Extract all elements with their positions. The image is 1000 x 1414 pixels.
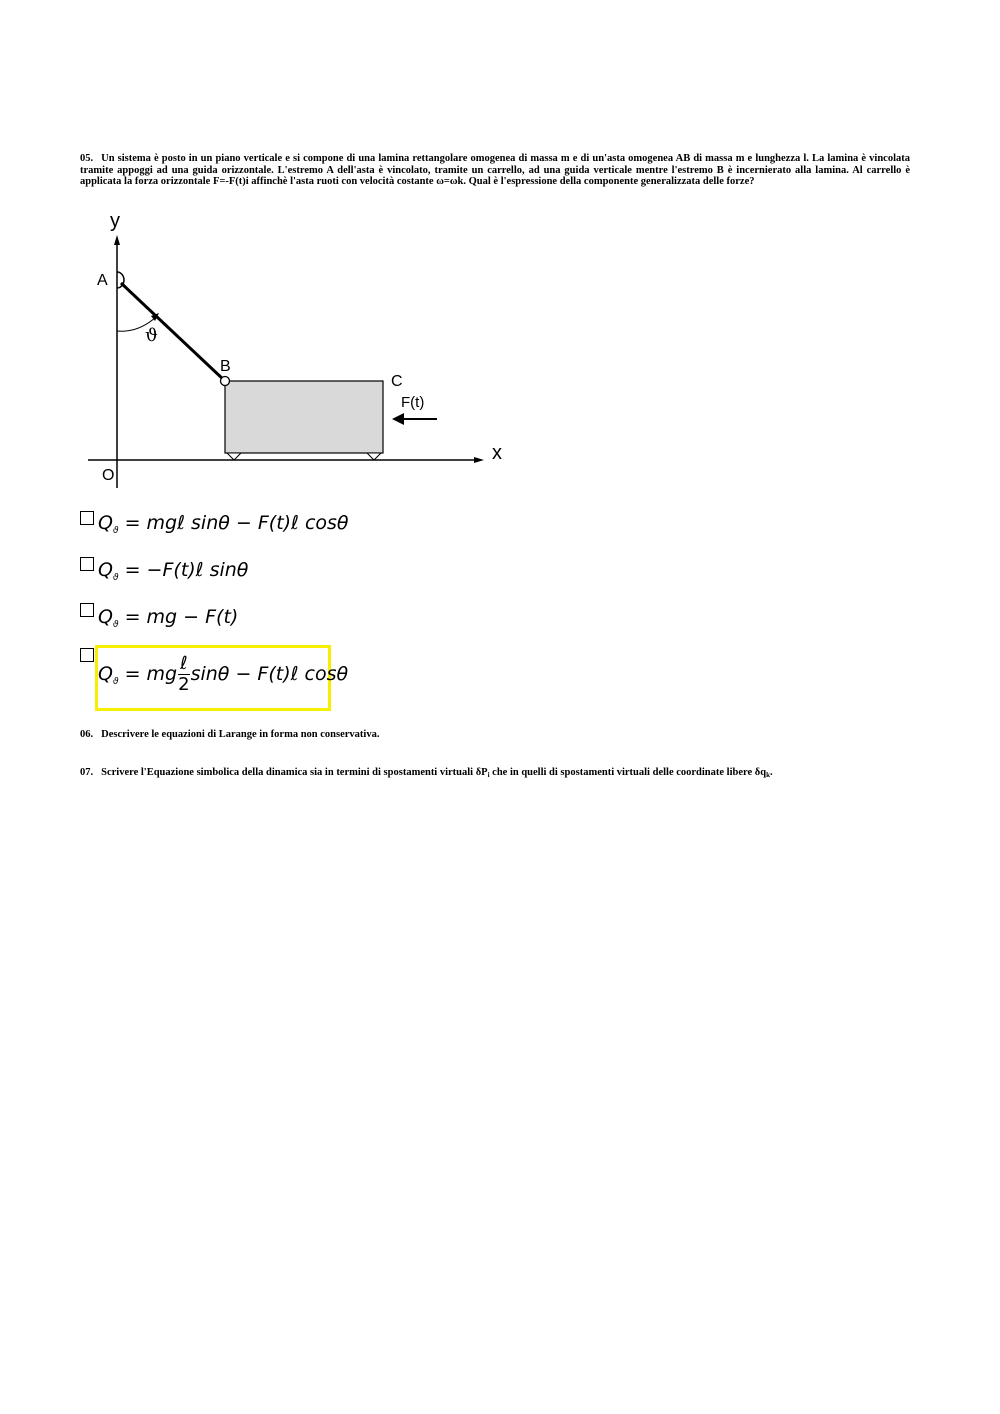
option-1-formula: $Q_ϑ$ = mgℓ sinθ − F(t)ℓ cosθ [98, 512, 349, 536]
question-07: 07. Scrivere l'Equazione simbolica della dinamica sia in termini di spostamenti virtuali $\delta P_i$ che in quelli di spostamenti virtuali delle coordinate libere $\delta q_k$. [80, 767, 773, 779]
question-05 [80, 153, 910, 188]
question-06-text: Descrivere le equazioni di Larange in forma non conservativa. [101, 729, 380, 740]
question-05-number: 05. [80, 153, 94, 164]
x-axis-arrow [474, 457, 484, 463]
option-1-checkbox[interactable] [80, 511, 94, 525]
slider-a [117, 272, 124, 288]
option-2-checkbox[interactable] [80, 557, 94, 571]
option-4-checkbox[interactable] [80, 648, 94, 662]
question-07-text-a: Scrivere l'Equazione simbolica della dinamica sia in termini di spostamenti virtuali δP [101, 767, 488, 778]
option-4-formula: $Q_ϑ$ = mg $\frac{\text{ℓ}}{2}$ sinθ − F(t)ℓ cosθ [98, 653, 349, 695]
force-arrow-head [392, 413, 404, 425]
option-3-checkbox[interactable] [80, 603, 94, 617]
option-3-formula: $Q_ϑ$ = mg − F(t) [98, 606, 239, 630]
label-b: B [220, 358, 231, 375]
option-4-fraction: $\frac{\text{ℓ}}{2}$ [178, 653, 190, 695]
rod-ab [121, 283, 225, 381]
hinge-b [221, 377, 230, 386]
question-05-text: Un sistema è posto in un piano verticale e si compone di una lamina rettangolare omogenea di massa m e di un'asta omogenea AB di massa m e lunghezza l. La lamina è vincolata tramite appoggi ad una guida orizzontale. L'estremo A dell'asta è vincolato, tramite un carrello, ad una guida verticale mentre l'estremo B è incernierato alla lamina. Al carrello è applicata la forza orizzontale F=-F(t)i affinchè l'asta ruoti con velocità costante ω=ωk. Qual è l'espressione della componente generalizzata delle forze? [80, 153, 910, 187]
label-x: x [492, 442, 502, 464]
support-left [227, 453, 241, 460]
question-06 [80, 729, 379, 740]
y-axis-arrow [114, 235, 120, 245]
label-c: C [391, 373, 403, 390]
label-theta: ϑ [145, 325, 158, 346]
label-force: F(t) [401, 394, 425, 411]
mechanism-figure [80, 205, 520, 495]
label-a: A [97, 272, 108, 289]
support-right [367, 453, 381, 460]
option-2-formula: $Q_ϑ$ = −F(t)ℓ sinθ [98, 559, 249, 583]
label-o: O [102, 467, 115, 484]
lamina [225, 381, 383, 453]
question-07-text-b: che in quelli di spostamenti virtuali delle coordinate libere δq [489, 767, 767, 778]
question-06-number: 06. [80, 729, 94, 740]
question-07-number: 07. [80, 767, 94, 778]
label-y: y [110, 210, 120, 232]
